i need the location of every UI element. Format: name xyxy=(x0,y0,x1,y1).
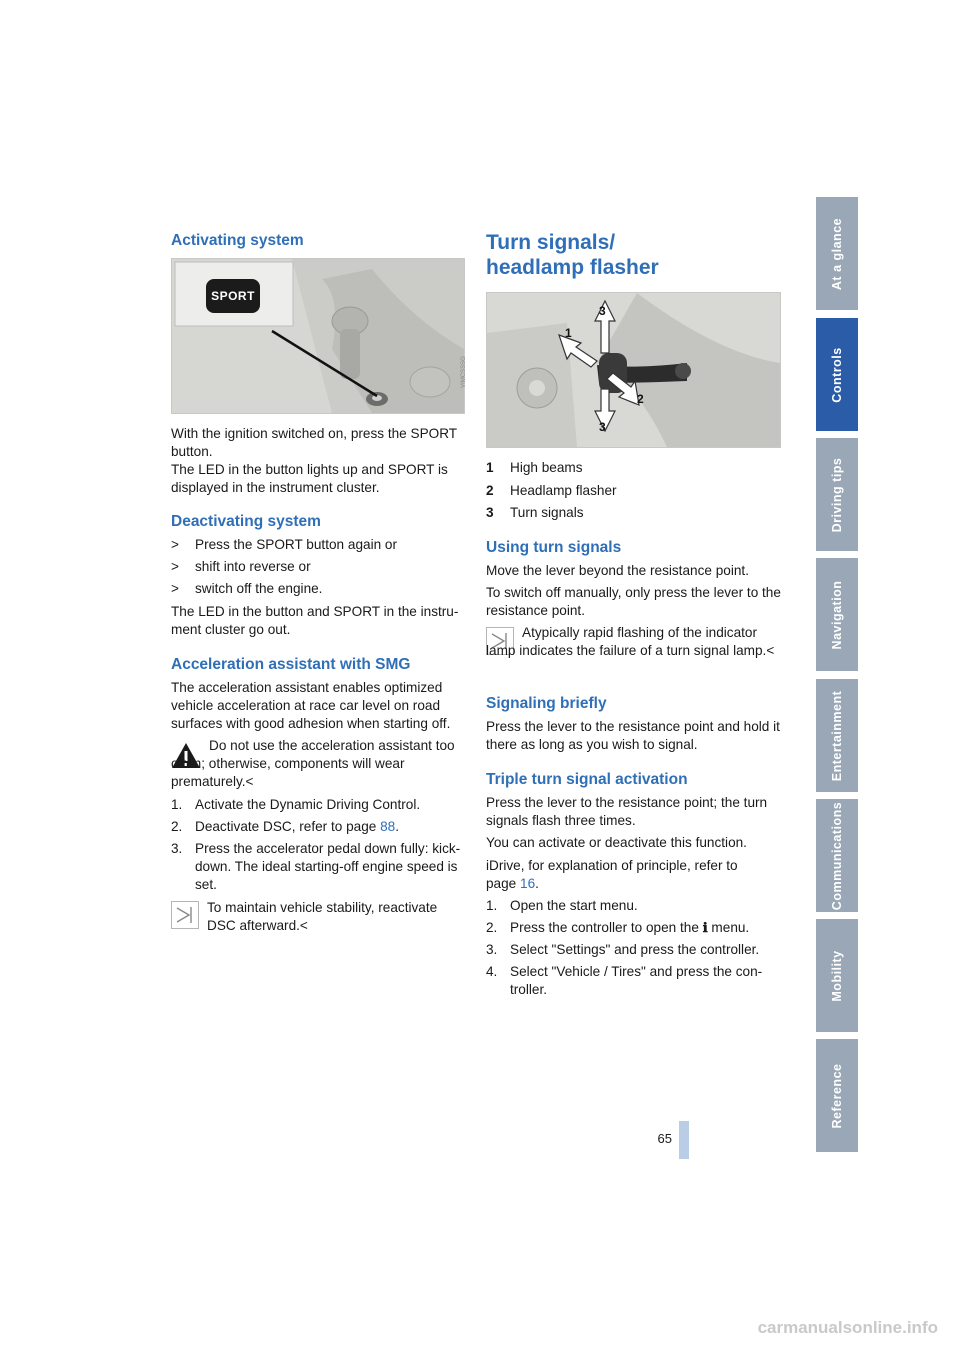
step-text: Deactivate DSC, refer to page xyxy=(195,819,381,834)
step-text-tail: menu. xyxy=(707,920,750,935)
end-mark: < xyxy=(299,918,308,933)
sport-button: SPORT xyxy=(206,279,260,313)
step-text: Activate the Dynamic Driving Control. xyxy=(195,797,421,812)
end-mark: < xyxy=(766,643,775,658)
step-item xyxy=(486,963,781,999)
heading-triple-turn-signal: Triple turn signal activation xyxy=(486,771,688,788)
triple-text-1: Press the lever to the resistance point; the turn signals flash three times. xyxy=(486,795,768,828)
callout-3-top: 3 xyxy=(599,304,606,318)
bullet-marker: > xyxy=(171,581,179,596)
chapter-tabs xyxy=(816,197,858,1159)
step-text: Select "Vehicle / Tires" and press the con-troller. xyxy=(510,964,763,997)
using-text-2: To switch off manually, only press the lever to the resistance point. xyxy=(486,585,781,618)
tab-label: At a glance xyxy=(830,217,844,290)
tab-entertainment[interactable] xyxy=(816,679,858,796)
idrive-text-tail: . xyxy=(535,876,539,891)
bullet-item xyxy=(171,580,466,598)
heading-activating-system: Activating system xyxy=(171,232,304,249)
callout-1: 1 xyxy=(565,326,572,340)
sport-button-figure xyxy=(171,258,468,414)
tab-mobility[interactable] xyxy=(816,919,858,1036)
heading-using-turn-signals: Using turn signals xyxy=(486,539,622,556)
tab-label: Mobility xyxy=(830,949,844,1002)
legend-text: Headlamp flasher xyxy=(510,482,617,498)
tab-label: Navigation xyxy=(830,580,844,649)
heading-acceleration-assistant: Acceleration assistant with SMG xyxy=(171,656,411,673)
briefly-text: Press the lever to the resistance point and hold it there as long as you wish to signal. xyxy=(486,719,780,752)
page-number-bar xyxy=(679,1121,689,1159)
step-item xyxy=(171,818,466,836)
triple-steps xyxy=(486,897,781,1003)
info-icon: ℹ xyxy=(702,920,708,935)
legend-number: 1 xyxy=(486,460,494,475)
bullet-marker: > xyxy=(171,537,179,552)
legend-item xyxy=(486,482,781,500)
tab-at-a-glance[interactable] xyxy=(816,197,858,314)
using-text-1: Move the lever beyond the resistance point. xyxy=(486,563,749,578)
tab-navigation[interactable] xyxy=(816,558,858,675)
step-text: Press the accelerator pedal down fully: kick-down. The ideal starting-off engine speed is set. xyxy=(195,841,461,892)
tab-communications[interactable] xyxy=(816,799,858,916)
bullet-text: Press the SPORT button again or xyxy=(195,537,398,552)
using-note-body: Atypically rapid flashing of the indicator lamp indicates the failure of a turn signal lamp. xyxy=(486,625,767,658)
tab-driving-tips[interactable] xyxy=(816,438,858,555)
step-text: Press the controller to open the xyxy=(510,920,703,935)
tab-label: Controls xyxy=(830,346,844,403)
idrive-text-body: iDrive, for explanation of principle, refer to page xyxy=(486,858,738,891)
step-item xyxy=(171,796,466,814)
step-item xyxy=(486,919,781,937)
heading-deactivating-system: Deactivating system xyxy=(171,513,321,530)
legend-item xyxy=(486,504,781,522)
triple-text-2: You can activate or deactivate this function. xyxy=(486,835,747,850)
page-link-16[interactable]: 16 xyxy=(520,876,536,891)
bullet-marker: > xyxy=(171,559,179,574)
note-icon xyxy=(171,901,199,929)
tab-label: Reference xyxy=(830,1063,844,1128)
step-number: 3. xyxy=(171,841,183,856)
deactivating-list xyxy=(171,536,466,602)
watermark-text: carmanualsonline.info xyxy=(757,1318,938,1337)
page-link-88[interactable]: 88 xyxy=(380,819,396,834)
step-text: Select "Settings" and press the controller. xyxy=(510,942,760,957)
bullet-text: shift into reverse or xyxy=(195,559,311,574)
acceleration-steps xyxy=(171,796,466,898)
step-number: 1. xyxy=(486,898,498,913)
warning-text-body: Do not use the acceleration assistant too often; otherwise, components will wear prematurely. xyxy=(171,738,455,789)
acceleration-text: The acceleration assistant enables optimized vehicle acceleration at race car level on road surfaces with good adhesion when starting off. xyxy=(171,680,451,731)
heading-turn-signals: Turn signals/ headlamp flasher xyxy=(486,231,659,279)
callout-2: 2 xyxy=(637,392,644,406)
step-text: Open the start menu. xyxy=(510,898,638,913)
note-text-body: To maintain vehicle stability, reactivate DSC afterward. xyxy=(207,900,438,933)
step-number: 1. xyxy=(171,797,183,812)
step-number: 4. xyxy=(486,964,498,979)
step-item xyxy=(486,897,781,915)
note-text xyxy=(207,899,465,935)
bullet-text: switch off the engine. xyxy=(195,581,323,596)
activating-text: With the ignition switched on, press the SPORT button. The LED in the button lights up and SPORT is displayed in the instrument cluster. xyxy=(171,426,457,495)
step-item xyxy=(486,941,781,959)
step-number: 2. xyxy=(171,819,183,834)
legend-item xyxy=(486,459,781,477)
warning-text xyxy=(171,737,466,791)
tab-controls[interactable] xyxy=(816,318,858,435)
legend-text: High beams xyxy=(510,460,583,475)
deactivating-note: The LED in the button and SPORT in the instru-ment cluster go out. xyxy=(171,604,459,637)
lever-illustration xyxy=(487,293,780,447)
step-number: 3. xyxy=(486,942,498,957)
step-number: 2. xyxy=(486,920,498,935)
tab-reference[interactable] xyxy=(816,1039,858,1156)
idrive-text xyxy=(486,857,746,893)
tab-label: Driving tips xyxy=(830,457,844,532)
step-item xyxy=(171,840,466,894)
bullet-item xyxy=(171,536,466,554)
end-mark: < xyxy=(245,774,254,789)
page-number: 65 xyxy=(657,1131,672,1146)
tab-label: Communications xyxy=(830,801,844,910)
callout-3-bottom: 3 xyxy=(599,420,606,434)
figure-code: VIMCSSSG xyxy=(461,356,468,388)
turn-signal-lever-figure xyxy=(486,292,781,448)
figure-legend xyxy=(486,459,781,527)
step-text-tail: . xyxy=(395,819,400,834)
using-note xyxy=(486,624,781,660)
bullet-item xyxy=(171,558,466,576)
tab-label: Entertainment xyxy=(830,690,844,781)
legend-number: 2 xyxy=(486,482,494,498)
legend-text: Turn signals xyxy=(510,505,584,520)
heading-signaling-briefly: Signaling briefly xyxy=(486,695,607,712)
legend-number: 3 xyxy=(486,505,494,520)
